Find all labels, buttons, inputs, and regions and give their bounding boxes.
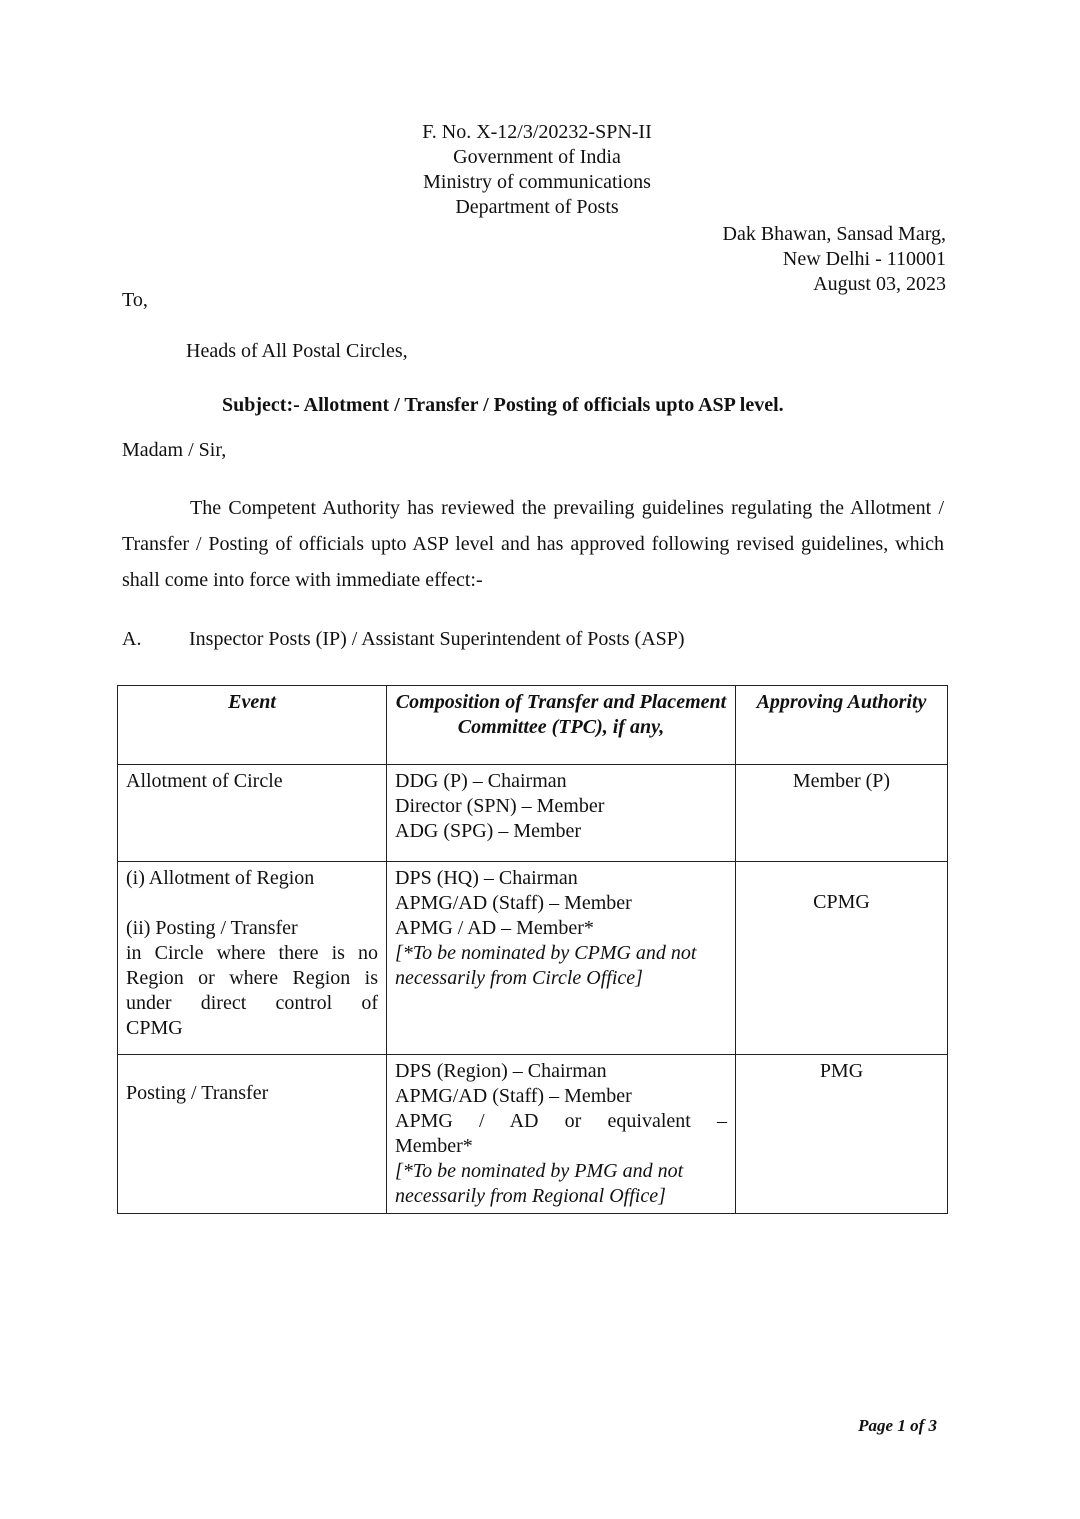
spacer	[126, 891, 378, 916]
event-line: (ii) Posting / Transfer	[126, 917, 298, 939]
section-heading	[122, 628, 685, 651]
department-name: Department of Posts	[455, 196, 619, 218]
table-row	[118, 765, 948, 862]
address-line-2: New Delhi - 110001	[782, 248, 946, 270]
composition-line: DPS (HQ) – Chairman	[395, 867, 578, 889]
composition-cell	[387, 1055, 736, 1214]
table-row	[118, 862, 948, 1055]
event-line: Posting / Transfer	[126, 1082, 269, 1104]
composition-line: ADG (SPG) – Member	[395, 820, 582, 842]
event-line: CPMG	[126, 1017, 183, 1039]
page-number: Page 1 of 3	[858, 1416, 937, 1435]
body-paragraph: The Competent Authority has reviewed the prevailing guidelines regulating the Allotment / Transfer / Posting of officials upto ASP level and has approved following revised guidelines, which shall come into force with immediate effect:-	[122, 497, 944, 591]
authority-value: CPMG	[813, 891, 870, 913]
composition-line: APMG/AD (Staff) – Member	[395, 1085, 632, 1107]
subject-line: Subject:- Allotment / Transfer / Posting of officials upto ASP level.	[222, 394, 784, 416]
authority-cell	[736, 862, 948, 1055]
header-composition: Composition of Transfer and Placement Committee (TPC), if any,	[387, 686, 736, 765]
table-row	[118, 1055, 948, 1214]
letterhead	[0, 120, 1080, 220]
composition-line: Member*	[395, 1135, 473, 1157]
address-line-1: Dak Bhawan, Sansad Marg,	[722, 223, 946, 245]
ministry-name: Ministry of communications	[423, 171, 651, 193]
event-cell	[118, 765, 387, 862]
nomination-note: [*To be nominated by PMG and not necessarily from Regional Office]	[395, 1160, 684, 1207]
sender-address	[723, 222, 946, 297]
header-event: Event	[118, 686, 387, 765]
composition-cell	[387, 862, 736, 1055]
event-line: under direct control of	[126, 992, 378, 1014]
tpc-table	[117, 685, 948, 1214]
nomination-note: [*To be nominated by CPMG and not necessarily from Circle Office]	[395, 942, 697, 989]
authority-cell: PMG	[736, 1055, 948, 1214]
section-label: A.	[122, 628, 142, 650]
table-header-row	[118, 686, 948, 765]
header-authority: Approving Authority	[736, 686, 948, 765]
event-line: (i) Allotment of Region	[126, 867, 315, 889]
authority-cell: Member (P)	[736, 765, 948, 862]
composition-cell	[387, 765, 736, 862]
file-number: F. No. X-12/3/20232-SPN-II	[422, 121, 652, 143]
event-line: in Circle where there is no	[126, 942, 378, 964]
composition-line: Director (SPN) – Member	[395, 795, 605, 817]
letter-date: August 03, 2023	[813, 273, 946, 295]
section-title: Inspector Posts (IP) / Assistant Superintendent of Posts (ASP)	[189, 628, 685, 650]
event-line: Region or where Region is	[126, 967, 378, 989]
event-cell	[118, 1055, 387, 1214]
to-label: To,	[122, 289, 148, 311]
composition-line: DDG (P) – Chairman	[395, 770, 567, 792]
composition-line: APMG / AD or equivalent –	[395, 1110, 727, 1132]
recipient: Heads of All Postal Circles,	[186, 340, 408, 362]
event-line: Allotment of Circle	[126, 770, 283, 792]
government-name: Government of India	[453, 146, 621, 168]
greeting: Madam / Sir,	[122, 439, 227, 461]
composition-line: DPS (Region) – Chairman	[395, 1060, 607, 1082]
event-cell	[118, 862, 387, 1055]
composition-line: APMG/AD (Staff) – Member	[395, 892, 632, 914]
composition-line: APMG / AD – Member*	[395, 917, 594, 939]
